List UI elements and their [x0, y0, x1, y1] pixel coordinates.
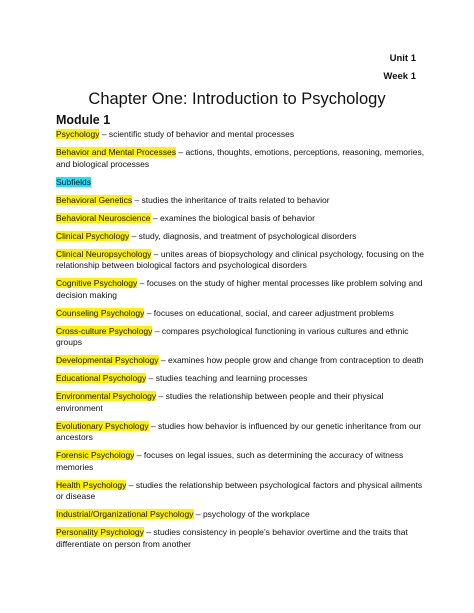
term-definition: – compares psychological functioning in various cultures and ethnic groups — [56, 325, 409, 347]
module-title: Module 1 — [56, 113, 111, 127]
term-definition: – focuses on educational, social, and career adjustment problems — [144, 307, 394, 318]
term-definition: – study, diagnosis, and treatment of psychological disorders — [129, 230, 357, 241]
definition-entry — [56, 129, 426, 141]
term-definition: – psychology of the workplace — [193, 509, 310, 519]
definition-entry — [56, 355, 426, 367]
definition-entry — [56, 213, 426, 225]
definition-entry — [56, 326, 426, 349]
highlighted-term: Behavioral Neuroscience — [56, 212, 151, 223]
chapter-title: Chapter One: Introduction to Psychology — [88, 90, 386, 108]
definition-entry — [56, 450, 426, 473]
definition-list — [56, 129, 426, 557]
term-definition: – examines how people grow and change from contraception to death — [158, 355, 424, 365]
definition-entry — [56, 527, 426, 550]
term-definition: – studies the inheritance of traits related to behavior — [132, 194, 330, 205]
definition-entry — [56, 278, 426, 301]
highlighted-term: Educational Psychology — [56, 373, 147, 383]
definition-entry — [56, 373, 426, 385]
highlighted-term: Behavioral Genetics — [56, 194, 133, 205]
term-definition: – studies the relationship between people and their physical environment — [56, 391, 384, 413]
term-definition: – studies teaching and learning processes — [146, 373, 308, 383]
definition-entry — [56, 249, 426, 272]
highlighted-term: Environmental Psychology — [56, 391, 157, 401]
definition-entry — [56, 421, 426, 444]
highlighted-term: Psychology — [56, 129, 100, 139]
term-definition: – studies consistency in people’s behavior overtime and the traits that differentiate on person from another — [56, 527, 408, 549]
definition-entry — [56, 391, 426, 414]
term-definition: – studies the relationship between psychological factors and physical ailments or disease — [56, 479, 423, 501]
definition-entry — [56, 308, 426, 320]
term-definition: – unites areas of biopsychology and clinical psychology, focusing on the relationship between biological factors and psychological disorders — [56, 248, 424, 270]
definition-entry — [56, 509, 426, 521]
term-definition: – focuses on the study of higher mental processes like problem solving and decision making — [56, 278, 423, 300]
subfields-heading: Subfields — [56, 176, 91, 187]
definition-entry — [56, 231, 426, 243]
term-definition: – actions, thoughts, emotions, perceptions, reasoning, memories, and biological processes — [56, 147, 425, 169]
term-definition: – examines the biological basis of behavior — [150, 212, 315, 223]
term-definition: – scientific study of behavior and mental processes — [99, 129, 295, 139]
highlighted-term: Cognitive Psychology — [56, 278, 138, 288]
term-definition: – focuses on legal issues, such as determining the accuracy of witness memories — [56, 450, 404, 472]
highlighted-term: Developmental Psychology — [56, 355, 159, 365]
section-heading-entry — [56, 177, 426, 189]
term-definition: – studies how behavior is influenced by our genetic inheritance from our ancestors — [56, 420, 422, 442]
highlighted-term: Cross-culture Psychology — [56, 325, 153, 336]
definition-entry — [56, 195, 426, 207]
highlighted-term: Industrial/Organizational Psychology — [56, 509, 194, 519]
definition-entry — [56, 147, 426, 170]
highlighted-term: Health Psychology — [56, 479, 127, 490]
highlighted-term: Clinical Neuropsychology — [56, 248, 152, 259]
unit-label: Unit 1 — [389, 53, 416, 64]
highlighted-term: Personality Psychology — [56, 527, 144, 537]
definition-entry — [56, 480, 426, 503]
highlighted-term: Forensic Psychology — [56, 450, 135, 460]
highlighted-term: Evolutionary Psychology — [56, 420, 149, 431]
highlighted-term: Counseling Psychology — [56, 307, 145, 318]
week-label: Week 1 — [383, 71, 416, 82]
highlighted-term: Behavior and Mental Processes — [56, 147, 177, 157]
highlighted-term: Clinical Psychology — [56, 230, 130, 241]
